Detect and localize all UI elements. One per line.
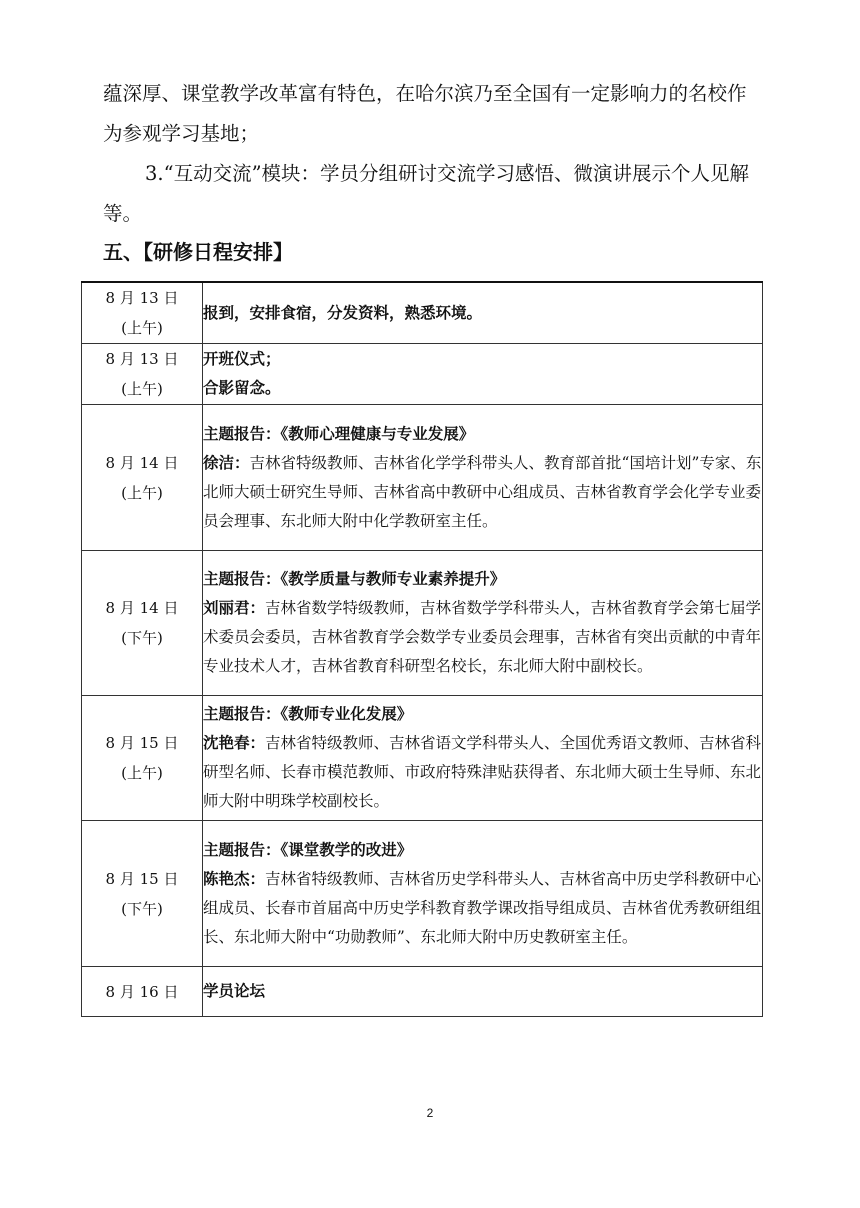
content-text: 学员论坛 <box>203 982 266 1000</box>
content-cell <box>203 282 763 344</box>
date-cell <box>82 967 203 1017</box>
date-text: 8 月 13 日 <box>105 289 179 307</box>
table-row <box>82 344 763 405</box>
table-row <box>82 282 763 344</box>
date-text: 8 月 14 日 <box>105 599 179 617</box>
content-cell <box>203 696 763 821</box>
speaker-name: 徐洁： <box>203 453 250 472</box>
date-text: 8 月 14 日 <box>105 453 179 472</box>
report-title: 主题报告：《教师专业化发展》 <box>203 705 413 723</box>
page-number: 2 <box>426 1106 434 1120</box>
content-cell <box>203 344 763 405</box>
date-cell <box>82 405 203 551</box>
content-line: 开班仪式； <box>203 350 281 368</box>
content-text: 报到，安排食宿，分发资料，熟悉环境。 <box>203 303 483 322</box>
speaker-bio: 吉林省特级教师、吉林省历史学科带头人、吉林省高中历史学科教研中心组成员、长春市首届高中历史学科教育教学课改指导组成员、吉林省优秀教研组组长、东北师大附中“功勋教师”、东北师大附中历史教研室主任。 <box>203 869 762 946</box>
date-cell <box>82 696 203 821</box>
content-cell <box>203 821 763 967</box>
table-row <box>82 551 763 696</box>
speaker-bio: 吉林省数学特级教师，吉林省数学学科带头人，吉林省教育学会第七届学术委员会委员，吉林省教育学会数学专业委员会理事，吉林省有突出贡献的中青年专业技术人才，吉林省教育科研型名校长，东北师大附中副校长。 <box>203 599 762 675</box>
table-row <box>82 405 763 551</box>
paragraph-interactive-module: 3.“互动交流”模块：学员分组研讨交流学习感悟、微演讲展示个人见解等。 <box>103 162 750 225</box>
date-text: 8 月 13 日 <box>105 350 179 368</box>
table-row <box>82 821 763 967</box>
content-line: 合影留念。 <box>203 379 281 397</box>
date-cell <box>82 282 203 344</box>
schedule-table <box>81 281 763 1017</box>
section-heading: 五、【研修日程安排】 <box>103 240 293 264</box>
date-text: 8 月 16 日 <box>105 982 179 1001</box>
report-title: 主题报告：《教学质量与教师专业素养提升》 <box>203 570 506 588</box>
speaker-name: 沈艳春： <box>203 734 266 752</box>
period-text: (上午) <box>121 319 163 337</box>
report-title: 主题报告：《课堂教学的改进》 <box>203 840 413 859</box>
date-text: 8 月 15 日 <box>105 869 179 888</box>
speaker-name: 陈艳杰： <box>203 869 266 888</box>
period-text: (上午) <box>121 483 163 502</box>
content-cell <box>203 551 763 696</box>
speaker-bio: 吉林省特级教师、吉林省语文学科带头人、全国优秀语文教师、吉林省科研型名师、长春市模范教师、市政府特殊津贴获得者、东北师大硕士生导师、东北师大附中明珠学校副校长。 <box>203 734 762 810</box>
content-cell <box>203 967 763 1017</box>
table-row <box>82 967 763 1017</box>
paragraph-continuation: 蕴深厚、课堂教学改革富有特色，在哈尔滨乃至全国有一定影响力的名校作为参观学习基地； <box>103 82 747 145</box>
period-text: (上午) <box>121 380 163 398</box>
content-cell <box>203 405 763 551</box>
date-cell <box>82 344 203 405</box>
period-text: (下午) <box>121 899 163 918</box>
date-cell <box>82 821 203 967</box>
report-title: 主题报告：《教师心理健康与专业发展》 <box>203 424 475 443</box>
speaker-bio: 吉林省特级教师、吉林省化学学科带头人、教育部首批“国培计划”专家、东北师大硕士研究生导师、吉林省高中教研中心组成员、吉林省教育学会化学专业委员会理事、东北师大附中化学教研室主任。 <box>203 453 762 530</box>
period-text: (上午) <box>121 764 163 782</box>
date-cell <box>82 551 203 696</box>
period-text: (下午) <box>121 629 163 647</box>
speaker-name: 刘丽君： <box>203 599 266 617</box>
table-row <box>82 696 763 821</box>
date-text: 8 月 15 日 <box>105 734 179 752</box>
